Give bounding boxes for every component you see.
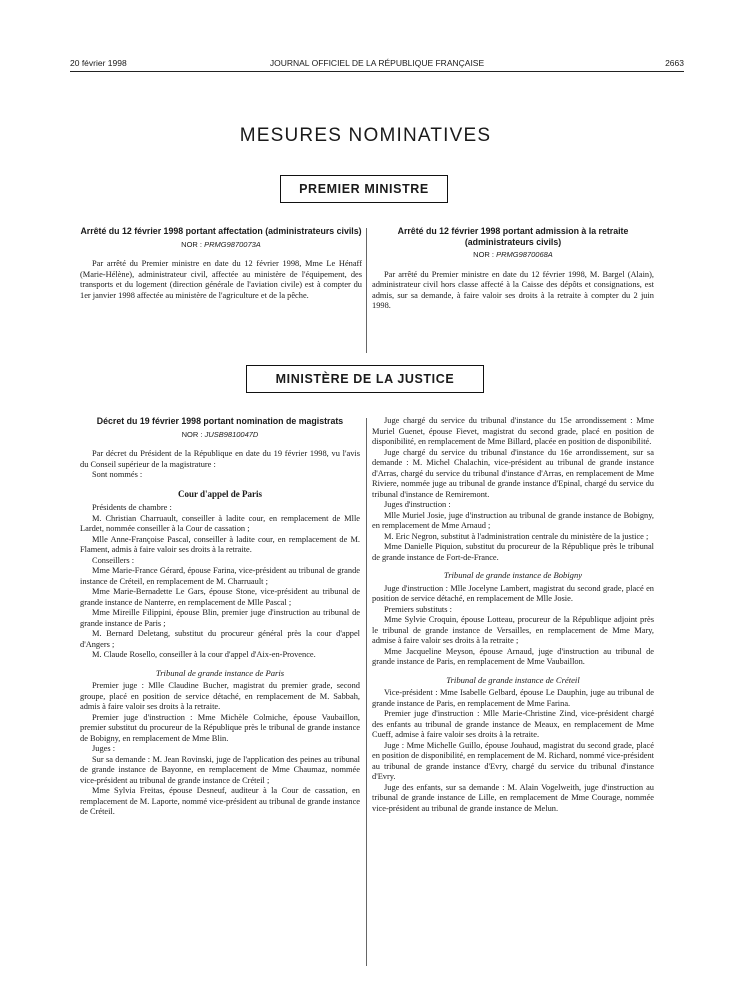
article-title: Décret du 19 février 1998 portant nomination de magistrats (96, 416, 344, 426)
paragraph: M. Bernard Deletang, substitut du procureur général près la cour d'appel d'Angers ; (80, 629, 360, 649)
paragraph: Juges d'instruction : (384, 500, 451, 509)
court-heading: Cour d'appel de Paris (177, 488, 263, 499)
paragraph: Premiers substituts : (384, 604, 452, 614)
article-title: Arrêté du 12 février 1998 portant admission à la retraite (administrateurs civils) (397, 226, 629, 247)
paragraph: M. Claude Rosello, conseiller à la cour d'appel d'Aix-en-Provence. (92, 650, 316, 659)
running-header (70, 58, 684, 72)
paragraph: Premier juge d'instruction : Mlle Marie-Christine Zind, vice-président chargé des enfants au tribunal de grande instance de Meaux, en remplacement de Mme Cueff, admise à faire valoir ses droits à la retraite. (372, 709, 654, 739)
court-paragraphs (80, 503, 360, 661)
paragraph: Mlle Muriel Josie, juge d'instruction au tribunal de grande instance de Bobigny, en remplacement de Mme Arnaud ; (372, 510, 654, 530)
tribunal-paris-paragraphs (80, 681, 360, 818)
paragraph: Juge : Mme Michelle Guillo, épouse Jouhaud, magistrat du second grade, placé en position de disponibilité, en remplacement de M. Richard, nommé vice-président au tribunal de grande instance d'Evry, chargé du service du tribunal d'instance d'Evry. (372, 740, 654, 781)
paragraph: Sont nommés : (92, 470, 143, 479)
tribunal-heading-paris: Tribunal de grande instance de Paris (155, 667, 285, 678)
header-date: 20 février 1998 (70, 58, 127, 68)
tribunal-bobigny-paragraphs (372, 584, 654, 668)
tribunal-creteil-paragraphs (372, 688, 654, 814)
page-title: MESURES NOMINATIVES (239, 125, 492, 146)
paragraph: M. Christian Charruault, conseiller à ladite cour, en remplacement de Mlle Lardet, nommée conseiller à la Cour de cassation ; (80, 513, 360, 533)
paragraph: Mme Sylvia Freitas, épouse Desneuf, auditeur à la Cour de cassation, en remplacement de M. Laporte, nommé vice-président au tribunal de grande instance de Créteil. (80, 786, 360, 816)
nor-reference: NOR : PRMG9870068A (473, 250, 553, 259)
paragraph: Juges : (92, 744, 116, 753)
paragraph: Vice-président : Mme Isabelle Gelbard, épouse Le Dauphin, juge au tribunal de grande instance de Paris, en remplacement de Mme Farina. (372, 688, 654, 708)
decret-nomination-right-column (372, 416, 654, 814)
paragraph: Conseillers : (92, 555, 135, 565)
tribunal-heading-bobigny: Tribunal de grande instance de Bobigny (443, 570, 583, 580)
section-heading-premier-ministre: PREMIER MINISTRE (280, 175, 448, 203)
paragraph: Premier juge : Mlle Claudine Bucher, magistrat du premier grade, second groupe, placé en position de service détaché, en remplacement de M. Sabbah, admis à faire valoir ses droits à la retraite. (80, 681, 360, 711)
paragraph: Mme Mireille Filippini, épouse Blin, premier juge d'instruction au tribunal de grande instance de Paris ; (80, 608, 360, 628)
paragraph: Juge d'instruction : Mlle Jocelyne Lambert, magistrat du second grade, placé en position de service détaché, en remplacement de Mlle Josie. (372, 583, 654, 603)
header-journal-title: JOURNAL OFFICIEL DE LA RÉPUBLIQUE FRANÇAISE (269, 58, 485, 68)
paragraph: Juge des enfants, sur sa demande : M. Alain Vogelweith, juge d'instruction au tribunal de grande instance de Lille, en remplacement de Mme Courage, nommée vice-président au tribunal de grande instance de Melun. (372, 782, 654, 813)
nor-reference: NOR : JUSB9810047D (181, 429, 259, 439)
paragraph: Premier juge d'instruction : Mme Michèle Colmiche, épouse Vaubaillon, premier substitut du procureur de la République près le tribunal de grande instance de Bobigny, en remplacement de Mme Blin. (80, 712, 360, 743)
article-title: Arrêté du 12 février 1998 portant affectation (administrateurs civils) (80, 226, 362, 236)
tribunal-heading-creteil: Tribunal de grande instance de Créteil (446, 674, 580, 685)
tribunal-paris-continued (372, 416, 654, 563)
paragraph: Mme Jacqueline Meyson, épouse Arnaud, juge d'instruction au tribunal de grande instance de Paris, en remplacement de Mme Vaubaillon. (372, 646, 654, 666)
decret-intro (80, 449, 360, 481)
article-retraite (372, 226, 654, 312)
paragraph: Mme Sylvie Croquin, épouse Lotteau, procureur de la République adjoint près le tribunal de grande instance de Versailles, en remplacement de Mme Mary, admise à faire valoir ses droits à la retraite ; (372, 615, 654, 645)
column-divider (366, 418, 367, 966)
paragraph: Par arrêté du Premier ministre en date du 12 février 1998, Mme Le Hénaff (Marie-Hélène), administrateur civil, affectée au ministère de l'équipement, des transports et du logement (direction générale de l'aviation civile) est à compter du 1er janvier 1998 affectée au ministère de l'agriculture et de la pêche. (80, 259, 362, 300)
paragraph: Juge chargé du service du tribunal d'instance du 15e arrondissement : Mme Muriel Guenet, épouse Fievet, magistrat du second grade, placé en position de disponibilité, en remplacement de Mme Billard, placée en position de disponibilité. (372, 416, 654, 446)
column-divider (366, 228, 367, 353)
nor-reference: NOR : PRMG9870073A (181, 239, 261, 249)
article-body (80, 259, 362, 301)
paragraph: Mlle Anne-Françoise Pascal, conseiller à ladite cour, en remplacement de M. Flament, admis à faire valoir ses droits à la retraite. (80, 534, 360, 554)
header-page-number: 2663 (665, 58, 684, 68)
article-body (372, 270, 654, 312)
paragraph: Mme Marie-Bernadette Le Gars, épouse Stone, vice-président au tribunal de grande instance de Nanterre, en remplacement de Mlle Pascal ; (80, 587, 360, 607)
article-affectation (80, 226, 362, 301)
paragraph: Mme Marie-France Gérard, épouse Farina, vice-président au tribunal de grande instance de Créteil, en remplacement de M. Charruault ; (80, 566, 360, 586)
paragraph: Présidents de chambre : (92, 503, 172, 512)
paragraph: Mme Danielle Piquion, substitut du procureur de la République près le tribunal de grande instance de Fort-de-France. (372, 542, 654, 562)
header-rule (70, 71, 684, 72)
paragraph: M. Eric Negron, substitut à l'administration centrale du ministère de la justice ; (384, 531, 649, 541)
decret-nomination-left-column (80, 416, 360, 818)
paragraph: Sur sa demande : M. Jean Rovinski, juge de l'application des peines au tribunal de grande instance de Bayonne, en remplacement de Mme Chaumaz, nommée vice-président au tribunal de grande instance de Créteil ; (80, 754, 360, 785)
paragraph: Par décret du Président de la République en date du 19 février 1998, vu l'avis du Conseil supérieur de la magistrature : (80, 449, 360, 469)
paragraph: Par arrêté du Premier ministre en date du 12 février 1998, M. Bargel (Alain), administrateur civil hors classe affecté à la Caisse des dépôts et consignations, est admis, sur sa demande, à faire valoir ses droits à la retraite à compter du 2 juin 1998. (372, 269, 654, 310)
paragraph: Juge chargé du service du tribunal d'instance du 16e arrondissement, sur sa demande : M. Michel Chalachin, vice-président au tribunal de grande instance d'Arras, chargé du service du tribunal d'instance d'Arras, en remplacement de Mme Riviere, nommée juge au tribunal de grande instance d'Epinal, chargé du service du tribunal d'instance de Remiremont. (372, 447, 654, 499)
section-heading-ministere-justice: MINISTÈRE DE LA JUSTICE (246, 365, 484, 393)
